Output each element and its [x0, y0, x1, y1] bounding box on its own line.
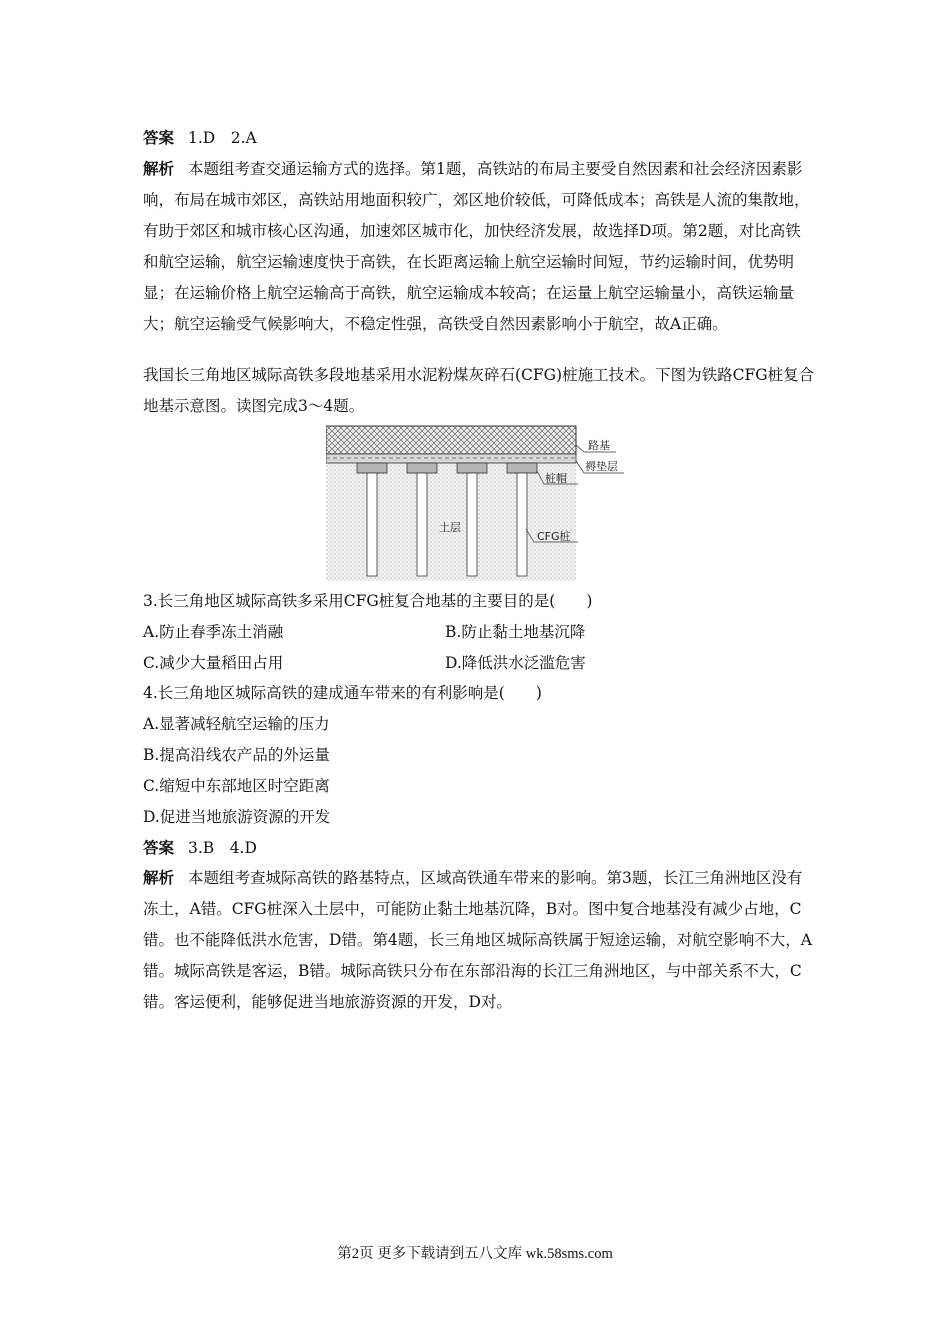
question-4-stem: 4.长三角地区城际高铁的建成通车带来的有利影响是( ): [143, 684, 542, 702]
q4-option-b[interactable]: B.提高沿线农产品的外运量: [143, 746, 330, 764]
analysis-label: 解析: [143, 868, 175, 887]
cfg-pile-diagram: [326, 425, 626, 583]
page-footer: 第2页 更多下载请到五八文库 wk.58sms.com: [337, 1246, 613, 1262]
label-cfg-pile: CFG桩: [537, 530, 571, 543]
q3-option-d[interactable]: D.降低洪水泛滥危害: [445, 654, 586, 672]
label-cushion: 褥垫层: [585, 460, 618, 473]
question-3-stem: 3.长三角地区城际高铁多采用CFG桩复合地基的主要目的是( ): [143, 592, 593, 610]
analysis-text: 本题组考查城际高铁的路基特点，区域高铁通车带来的影响。第3题，长江三角洲地区没有冻土，A错。CFG桩深入土层中，可能防止黏土地基沉降，B对。图中复合地基没有减少占地，C错。也不能降低洪水危害，D错。第4题，长三角地区城际高铁属于短途运输，对航空影响不大，A错。城际高铁是客运，B错。城际高铁只分布在东部沿海的长江三角洲地区，与中部关系不大，C错。客运便利，能够促进当地旅游资源的开发，D对。: [143, 869, 812, 1011]
analysis-paragraph-3-4: [143, 862, 815, 1018]
answer-label: 答案: [143, 128, 175, 147]
pile-cap: [407, 463, 437, 473]
roadbed: [326, 426, 576, 454]
pile-cap: [357, 463, 387, 473]
pile-cap: [507, 463, 537, 473]
cfg-pile: [467, 473, 477, 576]
analysis-text: 本题组考查交通运输方式的选择。第1题，高铁站的布局主要受自然因素和社会经济因素影响，布局在城市郊区，高铁站用地面积较广，郊区地价较低，可降低成本；高铁是人流的集散地，有助于郊区和城市核心区沟通，加速郊区城市化，加快经济发展，故选择D项。第2题，对比高铁和航空运输，航空运输速度快于高铁，在长距离运输上航空运输时间短，节约运输时间，优势明显；在运输价格上航空运输高于高铁，航空运输成本较高；在运量上航空运输量小，高铁运输量大；航空运输受气候影响大，不稳定性强，高铁受自然因素影响小于航空，故A正确。: [143, 160, 810, 333]
answer-line-1-2: [143, 122, 815, 154]
label-pile-cap: 桩帽: [545, 472, 567, 485]
analysis-label: 解析: [143, 159, 175, 178]
label-soil: 土层: [439, 521, 461, 534]
q4-option-a[interactable]: A.显著减轻航空运输的压力: [143, 715, 330, 733]
answer-label: 答案: [143, 838, 175, 857]
q3-option-a[interactable]: A.防止春季冻土消融: [143, 623, 284, 641]
q3-option-b[interactable]: B.防止黏土地基沉降: [445, 623, 586, 641]
cfg-pile: [417, 473, 427, 576]
answer-text: 3.B 4.D: [188, 839, 257, 857]
cfg-pile: [367, 473, 377, 576]
answer-line-3-4: [143, 832, 815, 864]
cfg-pile: [517, 473, 527, 576]
pile-cap: [457, 463, 487, 473]
cushion-layer: [326, 454, 576, 463]
q3-option-c[interactable]: C.减少大量稻田占用: [143, 654, 284, 672]
answer-text: 1.D 2.A: [188, 129, 257, 147]
q4-option-d[interactable]: D.促进当地旅游资源的开发: [143, 808, 331, 826]
q4-option-c[interactable]: C.缩短中东部地区时空距离: [143, 777, 330, 795]
analysis-paragraph-1-2: [143, 153, 815, 340]
label-roadbed: 路基: [588, 439, 610, 452]
intro-paragraph: 我国长三角地区城际高铁多段地基采用水泥粉煤灰碎石(CFG)桩施工技术。下图为铁路CFG桩复合地基示意图。读图完成3～4题。: [143, 366, 815, 415]
